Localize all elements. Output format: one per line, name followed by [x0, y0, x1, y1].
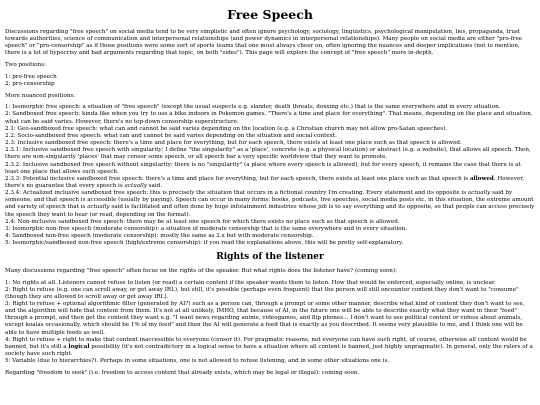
nuanced-item-233	[5, 176, 535, 190]
listener-intro: Many discussions regarding "free speech" often focus on the rights of the speaker. But what rights does the listener have? (coming soon):	[5, 267, 397, 274]
freedom-to-seek-line: Regarding "freedom to seek" (i.e. freedom to access content that already exists, which may be legal or illegal): coming soon.	[5, 369, 360, 376]
nuanced-item: 2: Sandboxed free speech: kinda like when you try to use a bike indoors in Pokemon games. "There's a time and place for everything". That means, depending on the place and situation, what can be said varies. However, there's no top-down censorship superstructure.	[5, 111, 533, 125]
nuanced-item: 1: Isomorphic free speech: a situation of "free speech" (except the usual suspects e.g. slander, death threats, doxxing etc.) that is the same everywhere and in every situation.	[5, 104, 501, 111]
text-span: 2.3.3: Potential inclusive sandboxed free speech: there's a time and place for everything, but for each speech, there exists at least one place such as that speech is	[5, 175, 470, 182]
position-item: 2: pro-censorship	[5, 80, 55, 87]
nuanced-item: 2.3.1: Inclusive sandboxed free speech with singularity: I define "the singularity" as a 'place', concrete (e.g. a physical location) or abstract (e.g. a website), that allows all speech. Then, there are non-singularity 'places' that may censor some speech, or all speech bar a very specific worldview that they want to promote.	[5, 147, 531, 161]
text-span: possibility (it's not contradictory in a logical sense to have a situation where all content is banned, just highly unpragmatic). In general, only the rulers of a society have such right.	[5, 343, 533, 358]
nuanced-item: 4: Sandboxed non-free speech (moderate censorship): mostly the same as 2.x but with moderate censorship.	[5, 233, 314, 240]
text-span: . However, there's no guarantee that every speech is	[5, 175, 525, 189]
text-span: said is facilitated and often done by huge infotainment industries whose job is to say everything and its opposite, so that people can access precisely the speech they want to hear (or read, depending on the format).	[5, 204, 535, 218]
listener-rights-list	[5, 280, 535, 366]
position-item: 1: pro-free speech	[5, 73, 57, 80]
rights-item: 1: No rights at all. Listeners cannot refuse to listen (or read) a certain content if the speaker wants them to listen. How that would be enforced, especially online, is unclear.	[5, 279, 496, 286]
nuanced-item: 2.2: Socio-sandboxed free speech: what can and cannot be said varies depending on the situation and social context.	[5, 132, 337, 139]
italic-text: actually	[87, 204, 110, 211]
text-span: 2.3.4: Actualized inclusive sandboxed free speech: this is precisely the situation that occurs in a fictional country I'm creating. Every statement and its opposite is	[5, 190, 468, 197]
rights-item-4	[5, 337, 535, 358]
text-span: said by someone, and that speech is accessible (usually by paying). Speech can occur in many forms: books, podcasts, live speeches, social media posts etc. in this situation, the extreme amount and variety of speech that is	[5, 190, 534, 211]
page-title: Free Speech	[227, 7, 313, 22]
italic-text: actually	[124, 182, 147, 189]
nuanced-heading: More nuanced positions:	[5, 92, 76, 99]
two-positions-heading: Two positions:	[5, 62, 46, 69]
two-positions-list	[5, 74, 535, 88]
nuanced-item: 3: Isomorphic non-free speech (moderate censorship): a situation of moderate censorship that is the same everywhere and in every situation.	[5, 225, 408, 232]
rights-item: 3: Right to refuse + optional algorithmic filter (generated by AI?) such as a person can, through a prompt or some other manner, describe what kind of content they don't want to see, and the algorithm will hide that content from them. It's not at all unlikely, IMHO, that because of AI, in the future one will be able to describe exactly what they want in their "feed" through a prompt, and then get the content they want e.g. "I want news regarding anime, videogames, and flip phones... I don't want to see political content or videos about animals, except koalas occasionally, which should be 1% of my feed" and then the AI will generate a feed that is exactly as you described. It seems very plausible to me, and I think one will be able to have multiple feeds as well.	[5, 301, 525, 336]
bold-text: logical	[68, 343, 90, 350]
nuanced-list	[5, 104, 535, 247]
text-span: said.	[146, 182, 163, 189]
text-span: 4: Right to refuse + right to make that content inaccessible to everyone (censor it). For pragmatic reasons, not everyone can have such right, of course, otherwise all content would be banned, but it's still a	[5, 336, 527, 350]
nuanced-item: 2.1: Geo-sandboxed free speech: what can and cannot be said varies depending on the location (e.g. a Christian church may not allow pro-Satan speeches).	[5, 125, 448, 132]
nuanced-item: 5: Isomorphic/sandboxed non-free speech (high/extreme censorship): if you read the explanations above, this will be pretty self-explanatory.	[5, 240, 404, 247]
italic-text: actually	[467, 190, 491, 197]
nuanced-item: 2.4: Non-inclusive sandboxed free speech: there may be at least one speech for which there exists no place such as that speech is allowed.	[5, 218, 400, 225]
bold-text: allowed	[469, 175, 494, 182]
nuanced-item: 2.3: Inclusive sandboxed free speech: there's a time and place for everything, but for each speech, there exists at least one place such as that speech is allowed.	[5, 140, 462, 147]
listener-section-heading: Rights of the listener	[216, 252, 324, 263]
rights-item: 2: Right to refuse (e.g. one can scroll away, or get away IRL), but still, it's possible (perhaps even frequent) that the person will still encounter content they don't want to "consume" (though they are allowed to scroll away or get away IRL).	[5, 286, 519, 300]
nuanced-item-234	[5, 190, 535, 219]
nuanced-item: 2.3.2: Inclusive sandboxed free speech without singularity: there is no "singularity" (a place where every speech is allowed), but for every speech, it remains the case that there is at least one place that allows such speech.	[5, 161, 521, 175]
rights-item: 5: Variable (due to hierarchies?). Perhaps in some situations, one is not allowed to refuse listening, and in some other situations one is.	[5, 358, 390, 365]
intro-paragraph: Discussions regarding "free speech" on social media tend to be very simplistic and often ignore psychology, sociology, linguistics, psychological manipulation, lies, propaganda, trust towards authorities, science of communication and interpersonal relationships (and power dynamics in interpersonal relationships). Many people on social media are either "pro-free speech" or "pro-censorship" as if those positions were some sort of sports teams that one must always cheer on, often ignoring the nuances and deeper implications (not to mention, there is a lot of hypocrisy and bad arguments regarding that topic, on both "sides"). This page will explore the concept of "free speech" more in-depth.	[5, 29, 523, 57]
